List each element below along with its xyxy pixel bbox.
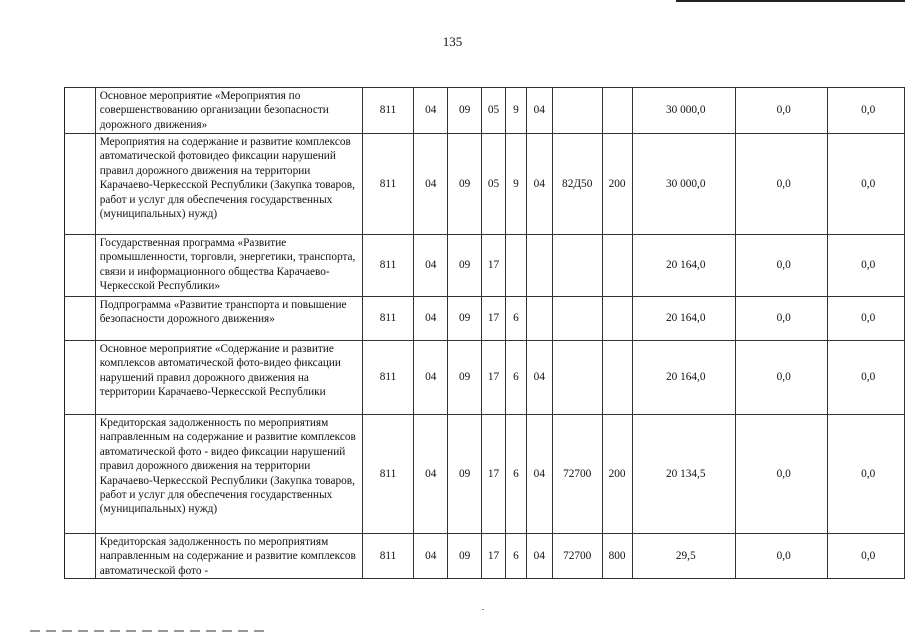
cell-vid — [602, 88, 632, 134]
cell-vedomstvo: 811 — [362, 341, 414, 415]
cell-idx — [65, 534, 96, 579]
cell-idx — [65, 415, 96, 534]
budget-table — [64, 87, 905, 579]
cell-subprogram — [505, 235, 526, 297]
cell-direction: 72700 — [552, 415, 602, 534]
cell-vid: 200 — [602, 134, 632, 235]
cell-program: 17 — [482, 297, 506, 341]
cell-subprogram: 6 — [505, 415, 526, 534]
cell-podrazdel: 09 — [448, 415, 482, 534]
cell-vedomstvo: 811 — [362, 297, 414, 341]
cell-sum2: 0,0 — [735, 341, 827, 415]
cell-direction — [552, 235, 602, 297]
cell-vedomstvo: 811 — [362, 415, 414, 534]
cell-subprogram: 6 — [505, 341, 526, 415]
cell-sum2: 0,0 — [735, 415, 827, 534]
cell-event — [526, 297, 552, 341]
cell-subprogram: 9 — [505, 134, 526, 235]
cell-sum1: 29,5 — [632, 534, 735, 579]
cell-direction — [552, 341, 602, 415]
cell-subprogram: 6 — [505, 297, 526, 341]
cell-sum3: 0,0 — [828, 88, 905, 134]
cell-idx — [65, 341, 96, 415]
table-row — [65, 534, 905, 579]
cell-direction: 72700 — [552, 534, 602, 579]
cell-vid — [602, 341, 632, 415]
cell-podrazdel: 09 — [448, 534, 482, 579]
cell-program: 17 — [482, 235, 506, 297]
cell-podrazdel: 09 — [448, 341, 482, 415]
cell-name: Основное мероприятие «Содержание и развитие комплексов автоматической фото-видео фиксации нарушений правил дорожного движения на территории Карачаево-Черкесской Республики — [95, 341, 362, 415]
table-row — [65, 134, 905, 235]
cell-idx — [65, 88, 96, 134]
cell-sum3: 0,0 — [828, 134, 905, 235]
cell-vid: 800 — [602, 534, 632, 579]
cell-sum1: 20 134,5 — [632, 415, 735, 534]
cell-program: 05 — [482, 88, 506, 134]
cell-name: Государственная программа «Развитие промышленности, торговли, энергетики, транспорта, связи и информационного общества Карачаево-Черкесской Республики» — [95, 235, 362, 297]
cell-event: 04 — [526, 415, 552, 534]
table-row — [65, 415, 905, 534]
cell-sum1: 30 000,0 — [632, 88, 735, 134]
cell-name: Кредиторская задолженность по мероприятиям направленным на содержание и развитие комплексов автоматической фото - видео фиксации нарушений правил дорожного движения на территории Карачаево-Черкесской Республики (Закупка товаров, работ и услуг для обеспечения государственных (муниципальных) нужд) — [95, 415, 362, 534]
cell-razdel: 04 — [414, 88, 448, 134]
cell-sum2: 0,0 — [735, 134, 827, 235]
cell-razdel: 04 — [414, 235, 448, 297]
cell-program: 17 — [482, 534, 506, 579]
cell-razdel: 04 — [414, 341, 448, 415]
cell-podrazdel: 09 — [448, 235, 482, 297]
cell-sum2: 0,0 — [735, 297, 827, 341]
cell-event: 04 — [526, 88, 552, 134]
scan-dot — [482, 609, 484, 610]
cell-subprogram: 6 — [505, 534, 526, 579]
cell-razdel: 04 — [414, 297, 448, 341]
cell-name: Основное мероприятие «Мероприятия по совершенствованию организации безопасности дорожного движения» — [95, 88, 362, 134]
cell-idx — [65, 134, 96, 235]
cell-program: 17 — [482, 415, 506, 534]
cell-idx — [65, 235, 96, 297]
cell-sum1: 30 000,0 — [632, 134, 735, 235]
cell-sum2: 0,0 — [735, 534, 827, 579]
bottom-scan-marks — [30, 630, 270, 632]
page-number: 135 — [442, 34, 463, 49]
cell-name: Подпрограмма «Развитие транспорта и повышение безопасности дорожного движения» — [95, 297, 362, 341]
cell-direction — [552, 88, 602, 134]
cell-podrazdel: 09 — [448, 88, 482, 134]
cell-sum2: 0,0 — [735, 235, 827, 297]
cell-sum3: 0,0 — [828, 235, 905, 297]
cell-vedomstvo: 811 — [362, 235, 414, 297]
cell-vid: 200 — [602, 415, 632, 534]
table-row — [65, 235, 905, 297]
cell-vedomstvo: 811 — [362, 534, 414, 579]
cell-sum1: 20 164,0 — [632, 235, 735, 297]
cell-event — [526, 235, 552, 297]
cell-podrazdel: 09 — [448, 297, 482, 341]
top-edge-rule — [676, 0, 905, 2]
cell-program: 17 — [482, 341, 506, 415]
cell-event: 04 — [526, 341, 552, 415]
cell-razdel: 04 — [414, 415, 448, 534]
cell-razdel: 04 — [414, 134, 448, 235]
cell-name: Мероприятия на содержание и развитие комплексов автоматической фотовидео фиксации нарушений правил дорожного движения на территории Карачаево-Черкесской Республики (Закупка товаров, работ и услуг для обеспечения государственных (муниципальных) нужд) — [95, 134, 362, 235]
cell-sum2: 0,0 — [735, 88, 827, 134]
cell-razdel: 04 — [414, 534, 448, 579]
cell-sum1: 20 164,0 — [632, 297, 735, 341]
cell-vid — [602, 235, 632, 297]
cell-name: Кредиторская задолженность по мероприятиям направленным на содержание и развитие комплексов автоматической фото - — [95, 534, 362, 579]
cell-vedomstvo: 811 — [362, 88, 414, 134]
cell-event: 04 — [526, 134, 552, 235]
cell-subprogram: 9 — [505, 88, 526, 134]
cell-direction: 82Д50 — [552, 134, 602, 235]
table-row — [65, 88, 905, 134]
table-row — [65, 297, 905, 341]
cell-sum3: 0,0 — [828, 534, 905, 579]
cell-sum3: 0,0 — [828, 415, 905, 534]
cell-event: 04 — [526, 534, 552, 579]
cell-podrazdel: 09 — [448, 134, 482, 235]
cell-sum3: 0,0 — [828, 297, 905, 341]
cell-idx — [65, 297, 96, 341]
cell-program: 05 — [482, 134, 506, 235]
cell-sum3: 0,0 — [828, 341, 905, 415]
cell-vid — [602, 297, 632, 341]
table-row — [65, 341, 905, 415]
cell-sum1: 20 164,0 — [632, 341, 735, 415]
cell-vedomstvo: 811 — [362, 134, 414, 235]
cell-direction — [552, 297, 602, 341]
